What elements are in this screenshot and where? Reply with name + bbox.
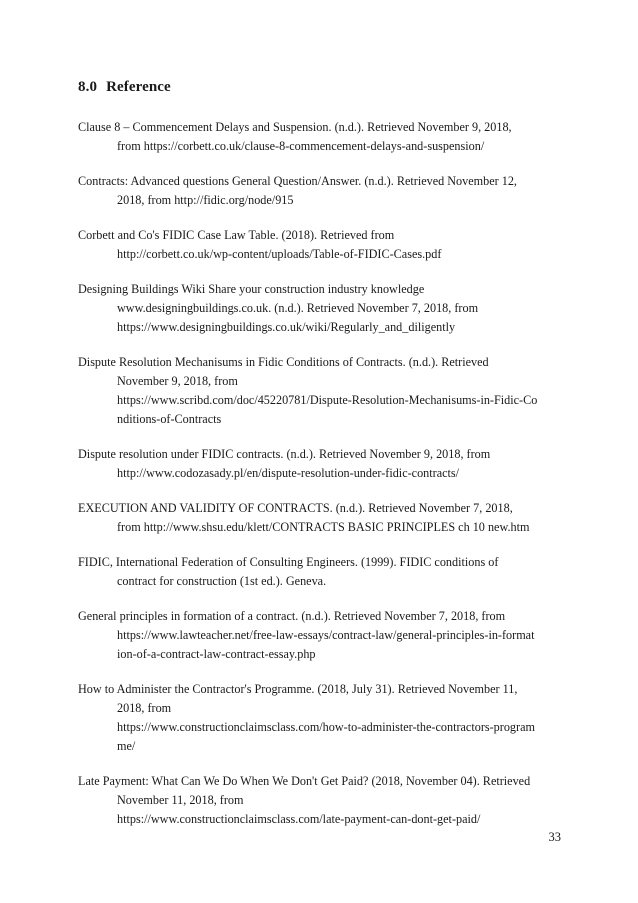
reference-line-continued: November 11, 2018, from (117, 793, 244, 807)
reference-line-first: Contracts: Advanced questions General Question/Answer. (n.d.). Retrieved November 12, (78, 174, 517, 188)
reference-list (78, 118, 568, 845)
reference-line-continued: 2018, from (117, 701, 172, 715)
reference-entry (78, 226, 568, 264)
reference-entry (78, 280, 568, 337)
reference-entry (78, 680, 568, 756)
reference-line-continued: ion-of-a-contract-law-contract-essay.php (117, 647, 316, 661)
reference-entry (78, 607, 568, 664)
reference-entry (78, 553, 568, 591)
reference-line-first: Late Payment: What Can We Do When We Don't Get Paid? (2018, November 04). Retrieved (78, 774, 531, 788)
section-heading (78, 79, 171, 96)
section-number: 8.0 (78, 79, 98, 95)
reference-entry (78, 353, 568, 429)
reference-line-first: EXECUTION AND VALIDITY OF CONTRACTS. (n.d.). Retrieved November 7, 2018, (78, 501, 513, 515)
reference-line-first: How to Administer the Contractor's Programme. (2018, July 31). Retrieved November 11, (78, 682, 518, 696)
reference-line-continued: https://www.scribd.com/doc/45220781/Dispute-Resolution-Mechanisums-in-Fidic-Co (117, 393, 538, 407)
reference-line-continued: http://www.codozasady.pl/en/dispute-resolution-under-fidic-contracts/ (117, 466, 460, 480)
reference-line-continued: November 9, 2018, from (117, 374, 238, 388)
reference-line-continued: from http://www.shsu.edu/klett/CONTRACTS BASIC PRINCIPLES ch 10 new.htm (117, 520, 530, 534)
reference-entry (78, 118, 568, 156)
reference-line-continued: https://www.constructionclaimsclass.com/late-payment-can-dont-get-paid/ (117, 812, 481, 826)
reference-line-first: Designing Buildings Wiki Share your construction industry knowledge (78, 282, 425, 296)
reference-line-first: FIDIC, International Federation of Consulting Engineers. (1999). FIDIC conditions of (78, 555, 499, 569)
reference-line-first: Dispute resolution under FIDIC contracts. (n.d.). Retrieved November 9, 2018, from (78, 447, 491, 461)
reference-entry (78, 772, 568, 829)
reference-line-continued: nditions-of-Contracts (117, 412, 222, 426)
reference-line-continued: www.designingbuildings.co.uk. (n.d.). Retrieved November 7, 2018, from (117, 301, 479, 315)
reference-line-continued: https://www.constructionclaimsclass.com/how-to-administer-the-contractors-program (117, 720, 535, 734)
reference-entry (78, 172, 568, 210)
page-number: 33 (548, 830, 561, 844)
reference-entry (78, 445, 568, 483)
section-title: Reference (106, 79, 171, 95)
reference-line-first: Dispute Resolution Mechanisums in Fidic Conditions of Contracts. (n.d.). Retrieved (78, 355, 489, 369)
reference-line-continued: http://corbett.co.uk/wp-content/uploads/Table-of-FIDIC-Cases.pdf (117, 247, 442, 261)
reference-line-first: General principles in formation of a contract. (n.d.). Retrieved November 7, 2018, from (78, 609, 506, 623)
reference-line-continued: https://www.lawteacher.net/free-law-essays/contract-law/general-principles-in-format (117, 628, 535, 642)
reference-line-continued: https://www.designingbuildings.co.uk/wiki/Regularly_and_diligently (117, 320, 456, 334)
reference-line-continued: from https://corbett.co.uk/clause-8-commencement-delays-and-suspension/ (117, 139, 485, 153)
reference-line-continued: 2018, from http://fidic.org/node/915 (117, 193, 294, 207)
reference-line-first: Clause 8 – Commencement Delays and Suspension. (n.d.). Retrieved November 9, 2018, (78, 120, 512, 134)
reference-line-first: Corbett and Co's FIDIC Case Law Table. (2018). Retrieved from (78, 228, 395, 242)
reference-entry (78, 499, 568, 537)
reference-line-continued: me/ (117, 739, 136, 753)
reference-line-continued: contract for construction (1st ed.). Geneva. (117, 574, 327, 588)
